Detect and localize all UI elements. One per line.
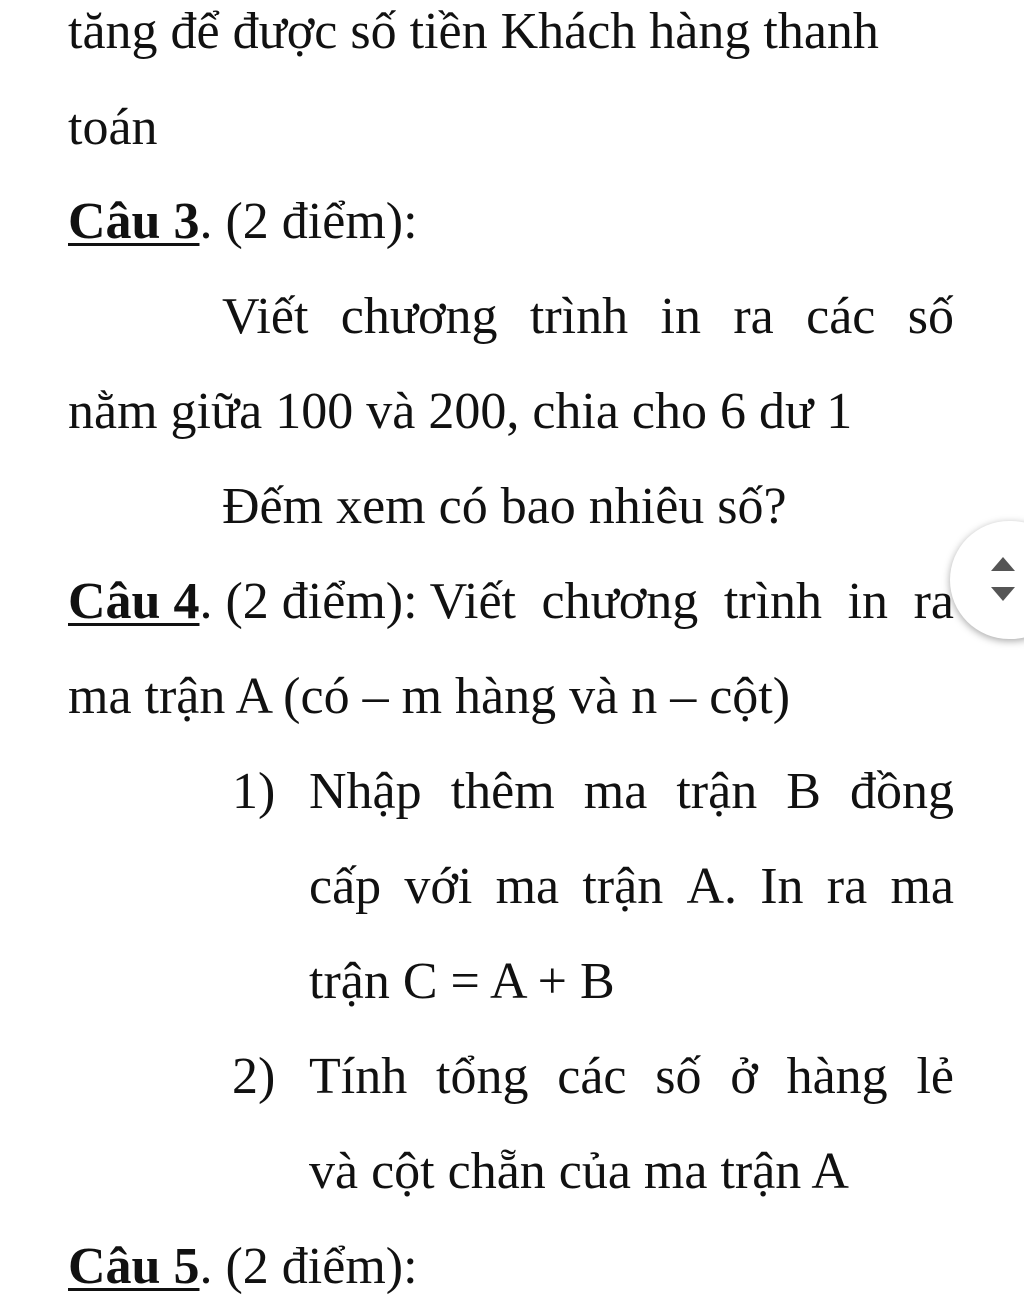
word: ở <box>730 1048 758 1105</box>
text-line: tăng để được số tiền Khách hàng thanh <box>68 3 879 60</box>
word: lẻ <box>916 1048 954 1105</box>
word: ra <box>733 288 774 345</box>
page-scroll-widget[interactable] <box>950 521 1024 639</box>
word: Tính <box>309 1048 408 1105</box>
question-5-heading <box>68 1237 418 1297</box>
word: Viết <box>222 288 309 345</box>
list-item-number: 1) <box>232 763 276 820</box>
word: tổng <box>436 1048 529 1105</box>
question-5-points: . (2 điểm): <box>199 1238 418 1295</box>
word: các <box>557 1048 627 1105</box>
chevron-up-icon[interactable] <box>991 557 1015 571</box>
word: chương <box>340 288 498 345</box>
question-4-body-line: ma trận A (có – m hàng và n – cột) <box>68 668 791 725</box>
question-4-label-group <box>68 572 516 632</box>
list-item-number: 2) <box>232 1048 276 1105</box>
question-4-label: Câu 4 <box>68 573 200 630</box>
question-4-heading <box>68 572 954 632</box>
question-3-heading <box>68 192 418 252</box>
word: Nhập <box>309 763 422 820</box>
question-3-body-line <box>222 287 954 347</box>
text-line: toán <box>68 99 158 156</box>
question-3-label: Câu 3 <box>68 193 200 250</box>
word: đồng <box>850 763 954 820</box>
word: A. <box>686 858 737 915</box>
question-3-body-line: Đếm xem có bao nhiêu số? <box>222 478 787 535</box>
chevron-down-icon[interactable] <box>991 587 1015 601</box>
word: ma <box>495 858 560 915</box>
word: ra <box>826 858 868 915</box>
word: ma <box>583 763 648 820</box>
word: thêm <box>450 763 555 820</box>
word: in <box>660 288 701 345</box>
list-item-line <box>309 1047 954 1107</box>
question-3-body-line: nằm giữa 100 và 200, chia cho 6 dư 1 <box>68 383 853 440</box>
word: In <box>760 858 804 915</box>
question-3-points: . (2 điểm): <box>199 193 418 250</box>
word: B <box>786 763 821 820</box>
word: với <box>404 858 473 915</box>
word: trận <box>676 763 758 820</box>
word: ma <box>890 858 954 915</box>
word: . (2 điểm): Viết <box>199 573 517 630</box>
word: số <box>907 288 954 345</box>
word: chương <box>541 573 699 630</box>
word: các <box>806 288 876 345</box>
word: trận <box>582 858 664 915</box>
list-item-line <box>309 857 954 917</box>
word: trình <box>529 288 629 345</box>
list-item-line <box>309 762 954 822</box>
list-item-line: và cột chẵn của ma trận A <box>309 1143 849 1200</box>
word: cấp <box>309 858 382 915</box>
word: ra <box>913 573 954 630</box>
word: hàng <box>786 1048 888 1105</box>
word: trình <box>723 573 823 630</box>
question-5-label: Câu 5 <box>68 1238 200 1295</box>
word: in <box>847 573 889 630</box>
list-item-line: trận C = A + B <box>309 953 615 1010</box>
word: số <box>655 1048 702 1105</box>
